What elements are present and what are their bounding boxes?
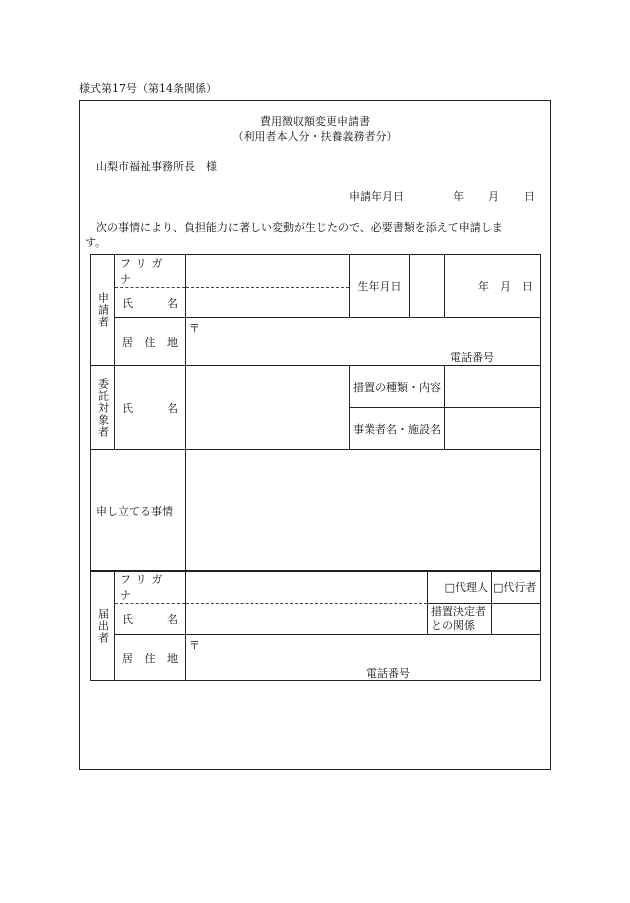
circumstances-label: 申し立てる事情 xyxy=(91,450,186,572)
notifier-section-label: 届出者 xyxy=(91,571,115,681)
applicant-name-label: 氏 名 xyxy=(115,288,186,318)
intro-text-line2: す。 xyxy=(85,236,107,249)
notifier-name-field[interactable] xyxy=(186,604,428,635)
applicant-birthdate-label: 生年月日 xyxy=(350,255,410,318)
applicant-furigana-label: フリガナ xyxy=(115,255,186,288)
notifier-address-label: 居 住 地 xyxy=(115,635,186,681)
notifier-name-label: 氏 名 xyxy=(115,604,186,635)
notifier-furigana-field[interactable] xyxy=(186,571,428,604)
addressee: 山梨市福祉事務所長 様 xyxy=(96,160,217,173)
measure-type-label: 措置の種類・内容 xyxy=(350,366,445,408)
relation-field[interactable] xyxy=(492,604,541,635)
applicant-postal-mark: 〒 xyxy=(189,322,200,335)
notifier-table xyxy=(90,570,541,681)
proxy-checkbox[interactable]: □代行者 xyxy=(492,571,541,604)
notifier-furigana-label: フリガナ xyxy=(115,571,186,604)
intro-text-line1: 次の事情により、負担能力に著しい変動が生じたので、必要書類を添えて申請しま xyxy=(96,221,503,234)
applicant-address-label: 居 住 地 xyxy=(115,318,186,366)
entrusted-name-label: 氏 名 xyxy=(115,366,186,450)
applicant-furigana-field[interactable] xyxy=(186,255,350,288)
notifier-phone-label: 電話番号 xyxy=(366,667,410,680)
form-subtitle: （利用者本人分・扶養義務者分） xyxy=(232,130,398,143)
relation-label: 措置決定者 との関係 xyxy=(428,604,492,635)
circumstances-field[interactable] xyxy=(186,450,541,572)
application-date-month: 月 xyxy=(488,190,499,203)
applicant-birthdate-field[interactable]: 年 月 日 xyxy=(445,255,541,318)
entrusted-name-field[interactable] xyxy=(186,366,350,450)
business-name-field[interactable] xyxy=(445,408,541,450)
application-date-year: 年 xyxy=(453,190,464,203)
application-table xyxy=(90,254,541,572)
entrusted-section-label: 委託対象者 xyxy=(91,366,115,450)
applicant-address-field[interactable] xyxy=(186,318,541,366)
application-date-label: 申請年月日 xyxy=(349,190,404,203)
applicant-phone-label: 電話番号 xyxy=(450,351,494,364)
form-title: 費用徴収額変更申請書 xyxy=(260,115,370,128)
applicant-name-field[interactable] xyxy=(186,288,350,318)
form-number: 様式第17号（第14条関係） xyxy=(79,82,217,95)
agent-checkbox[interactable]: □代理人 xyxy=(428,571,492,604)
application-date-day: 日 xyxy=(524,190,535,203)
applicant-birthdate-era-field[interactable] xyxy=(410,255,445,318)
measure-type-field[interactable] xyxy=(445,366,541,408)
applicant-section-label: 申請者 xyxy=(91,255,115,366)
business-name-label: 事業者名・施設名 xyxy=(350,408,445,450)
notifier-address-field[interactable] xyxy=(186,635,541,681)
notifier-postal-mark: 〒 xyxy=(189,639,200,652)
